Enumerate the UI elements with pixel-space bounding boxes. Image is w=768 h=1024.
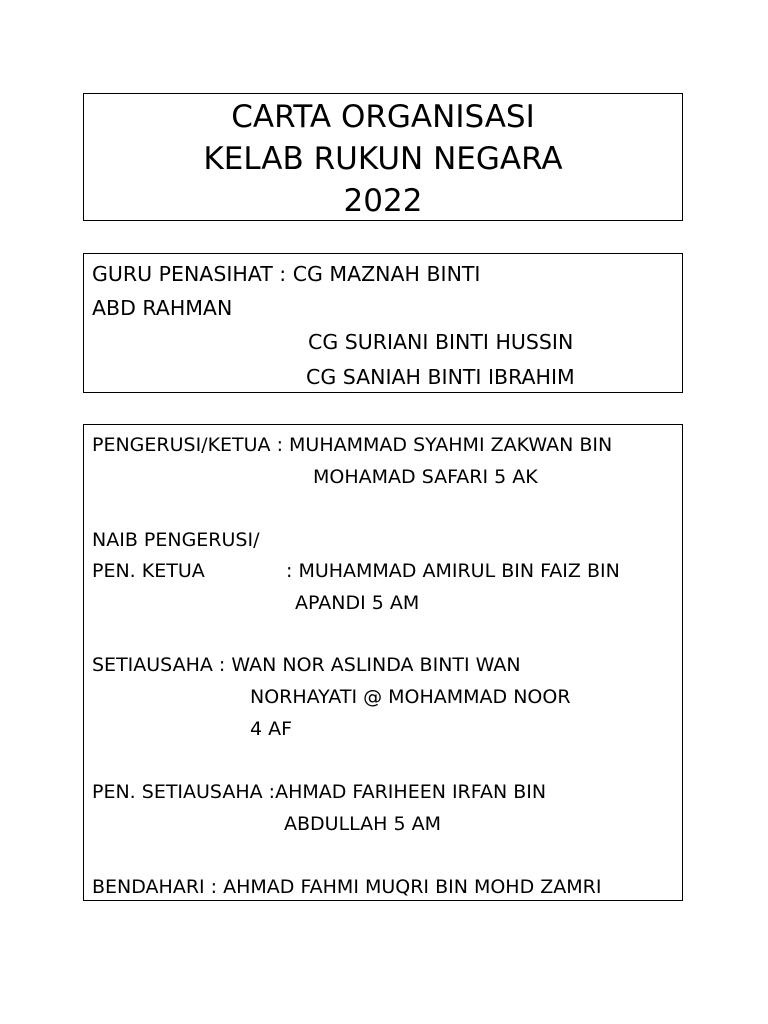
vice-label-2: PEN. KETUA [92, 560, 205, 582]
vice-name-1: : MUHAMMAD AMIRUL BIN FAIZ BIN [286, 560, 620, 582]
vice-label-1: NAIB PENGERUSI/ [92, 529, 260, 551]
title-line-2: KELAB RUKUN NEGARA [203, 141, 563, 177]
title-year: 2022 [343, 183, 423, 219]
title-box [83, 93, 683, 221]
secretary-line-2: NORHAYATI @ MOHAMMAD NOOR [250, 686, 571, 708]
treasurer-line: BENDAHARI : AHMAD FAHMI MUQRI BIN MOHD ZAMRI [92, 876, 602, 898]
advisor-second: CG SURIANI BINTI HUSSIN [308, 330, 574, 354]
chairman-line-2: MOHAMAD SAFARI 5 AK [313, 466, 538, 488]
chairman-line-1: PENGERUSI/KETUA : MUHAMMAD SYAHMI ZAKWAN BIN [92, 434, 613, 456]
title-line-1: CARTA ORGANISASI [231, 99, 535, 135]
advisor-label-line: GURU PENASIHAT : CG MAZNAH BINTI [92, 262, 481, 286]
advisor-continuation: ABD RAHMAN [92, 296, 233, 320]
asst-secretary-line-1: PEN. SETIAUSAHA :AHMAD FARIHEEN IRFAN BIN [92, 781, 547, 803]
advisor-third: CG SANIAH BINTI IBRAHIM [306, 365, 575, 389]
asst-secretary-line-2: ABDULLAH 5 AM [284, 813, 442, 835]
secretary-line-3: 4 AF [250, 718, 293, 740]
committee-box [83, 424, 683, 901]
advisor-box [83, 253, 683, 393]
secretary-line-1: SETIAUSAHA : WAN NOR ASLINDA BINTI WAN [92, 654, 521, 676]
vice-name-2: APANDI 5 AM [295, 592, 420, 614]
